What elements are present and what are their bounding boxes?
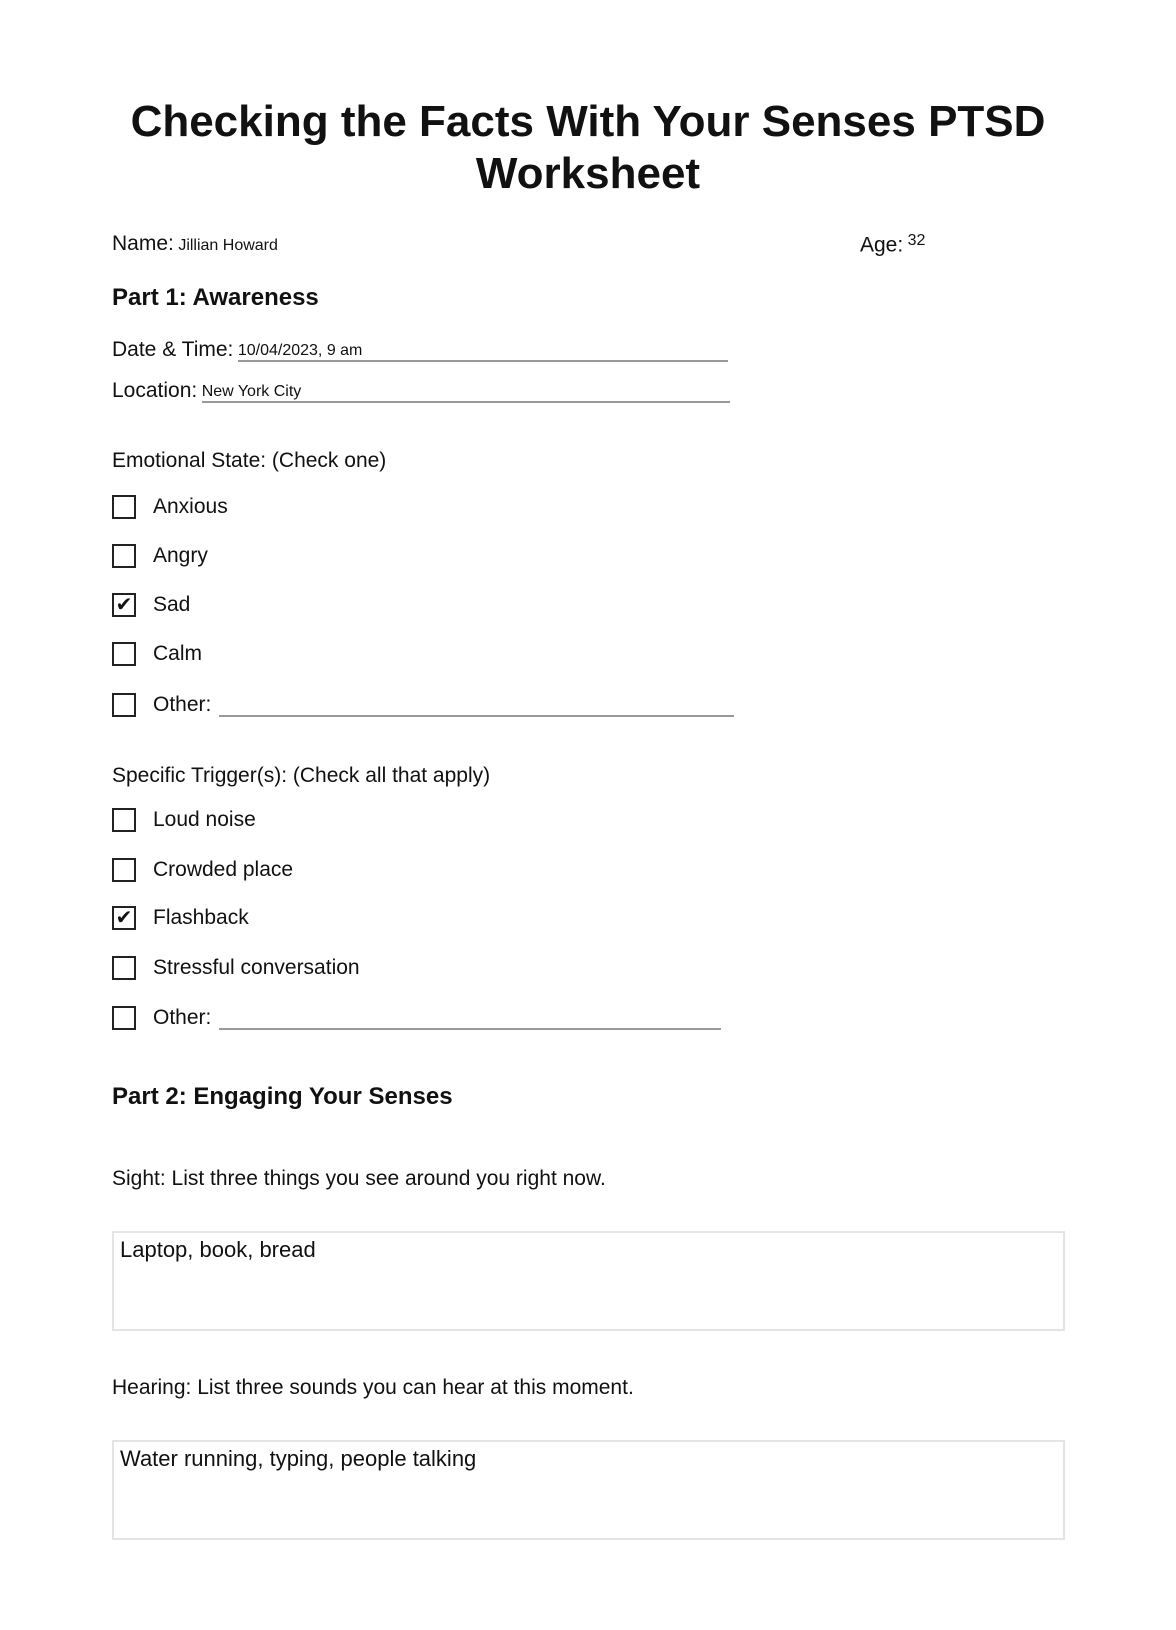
age-label: Age: xyxy=(860,233,904,257)
checkbox-label: Flashback xyxy=(153,906,249,929)
location-label: Location: xyxy=(112,379,198,402)
checkbox[interactable] xyxy=(112,1006,136,1030)
location-value: New York City xyxy=(202,383,730,403)
triggers-label: Specific Trigger(s): (Check all that apply) xyxy=(112,764,491,787)
hearing-prompt: Hearing: List three sounds you can hear at this moment. xyxy=(112,1376,634,1399)
sight-answer-box[interactable]: Laptop, book, bread xyxy=(112,1231,1065,1331)
checkbox[interactable] xyxy=(112,956,136,980)
checkbox-option[interactable] xyxy=(112,693,734,717)
other-blank-line[interactable] xyxy=(219,693,734,717)
checkbox-option[interactable] xyxy=(112,544,208,568)
checkbox-option[interactable] xyxy=(112,858,293,882)
checkbox-option[interactable] xyxy=(112,495,228,519)
sight-prompt: Sight: List three things you see around you right now. xyxy=(112,1167,606,1190)
checkbox-label: Angry xyxy=(153,544,208,567)
check-mark-icon: ✔ xyxy=(115,907,133,929)
page-title: Checking the Facts With Your Senses PTSD Worksheet xyxy=(130,97,1046,198)
checkbox-option[interactable] xyxy=(112,593,190,617)
date-time-value: 10/04/2023, 9 am xyxy=(238,342,728,362)
other-blank-line[interactable] xyxy=(219,1006,721,1030)
checkbox-label: Stressful conversation xyxy=(153,956,360,979)
date-time-label: Date & Time: xyxy=(112,338,234,361)
part1-heading: Part 1: Awareness xyxy=(112,284,319,311)
checkbox-option[interactable] xyxy=(112,642,202,666)
location-field[interactable] xyxy=(112,379,730,403)
checkbox-option[interactable] xyxy=(112,906,249,930)
age-field[interactable] xyxy=(860,232,925,257)
checkbox-label: Crowded place xyxy=(153,858,294,881)
checkbox[interactable] xyxy=(112,693,136,717)
checkbox-label: Other: xyxy=(153,693,212,716)
checkbox-label: Calm xyxy=(153,642,203,665)
part2-heading: Part 2: Engaging Your Senses xyxy=(112,1083,453,1110)
checkbox-label: Other: xyxy=(153,1006,212,1029)
name-value: Jillian Howard xyxy=(178,237,278,254)
checkbox[interactable] xyxy=(112,642,136,666)
checkbox-label: Loud noise xyxy=(153,808,256,831)
checkbox[interactable] xyxy=(112,858,136,882)
checkbox-option[interactable] xyxy=(112,808,256,832)
checkbox[interactable] xyxy=(112,544,136,568)
checkbox-option[interactable] xyxy=(112,956,360,980)
emotional-state-label: Emotional State: (Check one) xyxy=(112,449,387,472)
hearing-answer-box[interactable]: Water running, typing, people talking xyxy=(112,1440,1065,1540)
checkbox-label: Sad xyxy=(153,593,191,616)
check-mark-icon: ✔ xyxy=(115,594,133,616)
checkbox-label: Anxious xyxy=(153,495,228,518)
checkbox-checked[interactable] xyxy=(112,906,136,930)
name-field[interactable] xyxy=(112,232,278,256)
checkbox[interactable] xyxy=(112,808,136,832)
checkbox-option[interactable] xyxy=(112,1006,721,1030)
date-time-field[interactable] xyxy=(112,338,728,362)
checkbox[interactable] xyxy=(112,495,136,519)
checkbox-checked[interactable] xyxy=(112,593,136,617)
age-value: 32 xyxy=(907,232,926,249)
name-label: Name: xyxy=(112,232,174,255)
